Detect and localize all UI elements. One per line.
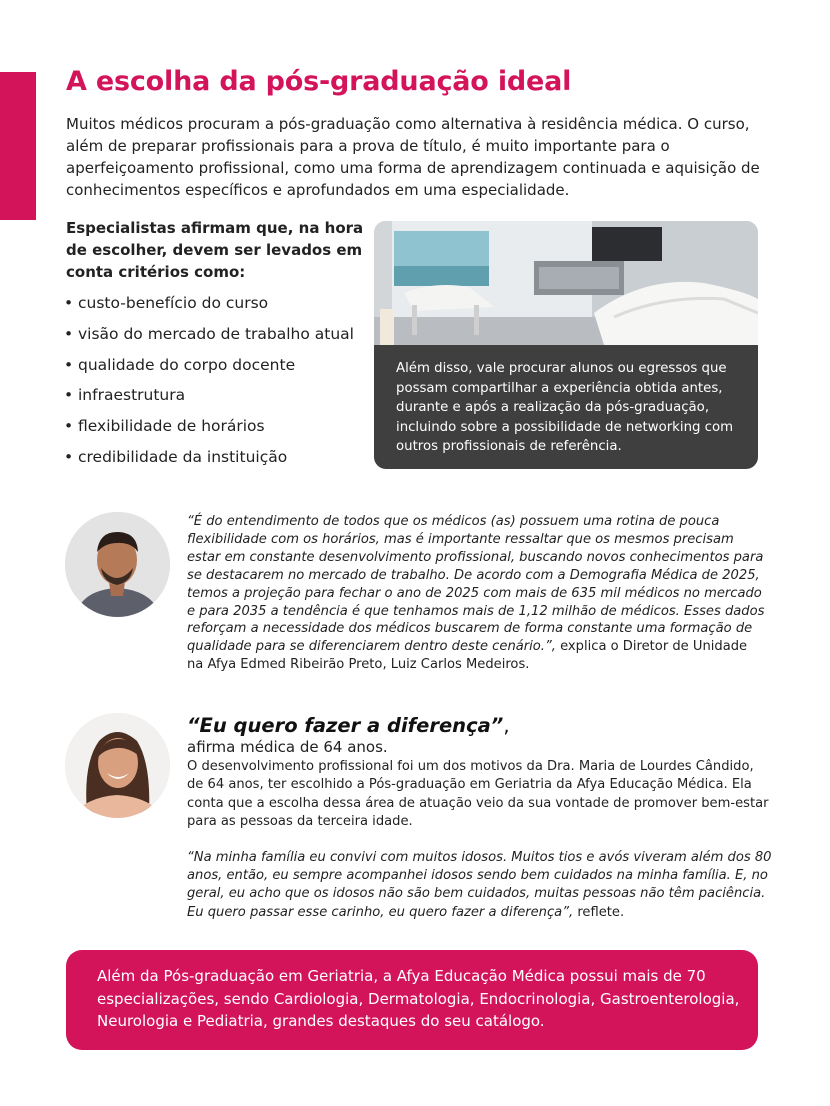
card-text: Além disso, vale procurar alunos ou egressos que possam compartilhar a experiência obtida antes, durante e após a realização da pós-graduação, incluindo sobre a possibilidade de networking com outros profissionais de referência. [396,361,734,454]
testimonial-2-subheadline: afirma médica de 64 anos. [187,738,388,756]
list-item [64,413,374,444]
testimonial-1-attribution: explica o Diretor de Unidade na Afya Edmed Ribeirão Preto, Luiz Carlos Medeiros. [187,639,748,673]
bullet-icon: • [64,355,74,374]
clinic-room-photo [374,221,758,345]
list-item [64,352,374,383]
list-item-label: flexibilidade de horários [78,417,265,436]
footer-text: Além da Pós-graduação em Geriatria, a Afya Educação Médica possui mais de 70 especializações, sendo Cardiologia, Dermatologia, Endocrinologia, Gastroenterologia, Neurologia e Pediatria, grandes destaques do seu catálogo. [97,967,740,1030]
list-item-label: credibilidade da instituição [78,447,288,466]
bullet-icon: • [64,417,74,436]
testimonial-2-headline-text: “Eu quero fazer a diferença” [187,714,504,737]
footer-callout [66,950,758,1050]
page-title: A escolha da pós-graduação ideal [66,66,572,97]
testimonial-2-headline [187,714,510,737]
info-card [374,221,758,469]
list-item [64,290,374,321]
testimonial-2-body: O desenvolvimento profissional foi um dos motivos da Dra. Maria de Lourdes Cândido, de 64 anos, ter escolhido a Pós-graduação em Geriatria da Afya Educação Médica. Ela conta que a escolha dessa área de atuação veio da sua vontade de promover bem-estar para as pessoas da terceira idade. [187,759,769,830]
criteria-lead: Especialistas afirmam que, na hora de escolher, devem ser levados em conta critérios como: [66,219,364,281]
testimonial-2-quote: “Na minha família eu convivi com muitos idosos. Muitos tios e avós viveram além dos 80 anos, então, eu sempre acompanhei idosos sendo bem cuidados na minha família. E, no geral, eu acho que os idosos não são bem cuidados, muitas pessoas não têm paciência. Eu quero passar esse carinho, eu quero fazer a diferença”, [187,850,772,920]
avatar [65,713,170,818]
list-item-label: visão do mercado de trabalho atual [78,324,354,343]
intro-paragraph: Muitos médicos procuram a pós-graduação como alternativa à residência médica. O curso, além de preparar profissionais para a prova de título, é muito importante para o aperfeiçoamento profissional, como uma forma de aprendizagem continuada e aquisição de conhecimentos específicos e aprofundados em uma especialidade. [66,115,760,199]
bullet-icon: • [64,386,74,405]
list-item-label: qualidade do corpo docente [78,355,296,374]
criteria-list [64,290,374,475]
testimonial-2-attribution: reflete. [577,904,625,920]
accent-bar [0,72,36,220]
list-item [64,444,374,475]
testimonial-2-quote-block [187,849,772,922]
testimonial-1 [187,513,767,674]
list-item [64,382,374,413]
list-item-label: infraestrutura [78,386,186,405]
list-item [64,321,374,352]
list-item-label: custo-benefício do curso [78,294,269,312]
bullet-icon: • [64,324,74,343]
bullet-icon: • [64,294,74,312]
bullet-icon: • [64,447,74,466]
avatar [65,512,170,617]
testimonial-1-quote: “É do entendimento de todos que os médicos (as) possuem uma rotina de pouca flexibilidade com os horários, mas é importante ressaltar que os mesmos precisam estar em constante desenvolvimento profissional, buscando novos conhecimentos para se destacarem no mercado de trabalho. De acordo com a Demografia Médica de 2025, temos a projeção para fechar o ano de 2025 com mais de 635 mil médicos no mercado e para 2035 a tendência é que tenhamos mais de 1,12 milhão de médicos. Esses dados reforçam a necessidade dos médicos buscarem de forma constante uma formação de qualidade para se diferenciarem dentro deste cenário.”, [187,514,765,655]
testimonial-2-headline-suffix: , [503,714,510,737]
